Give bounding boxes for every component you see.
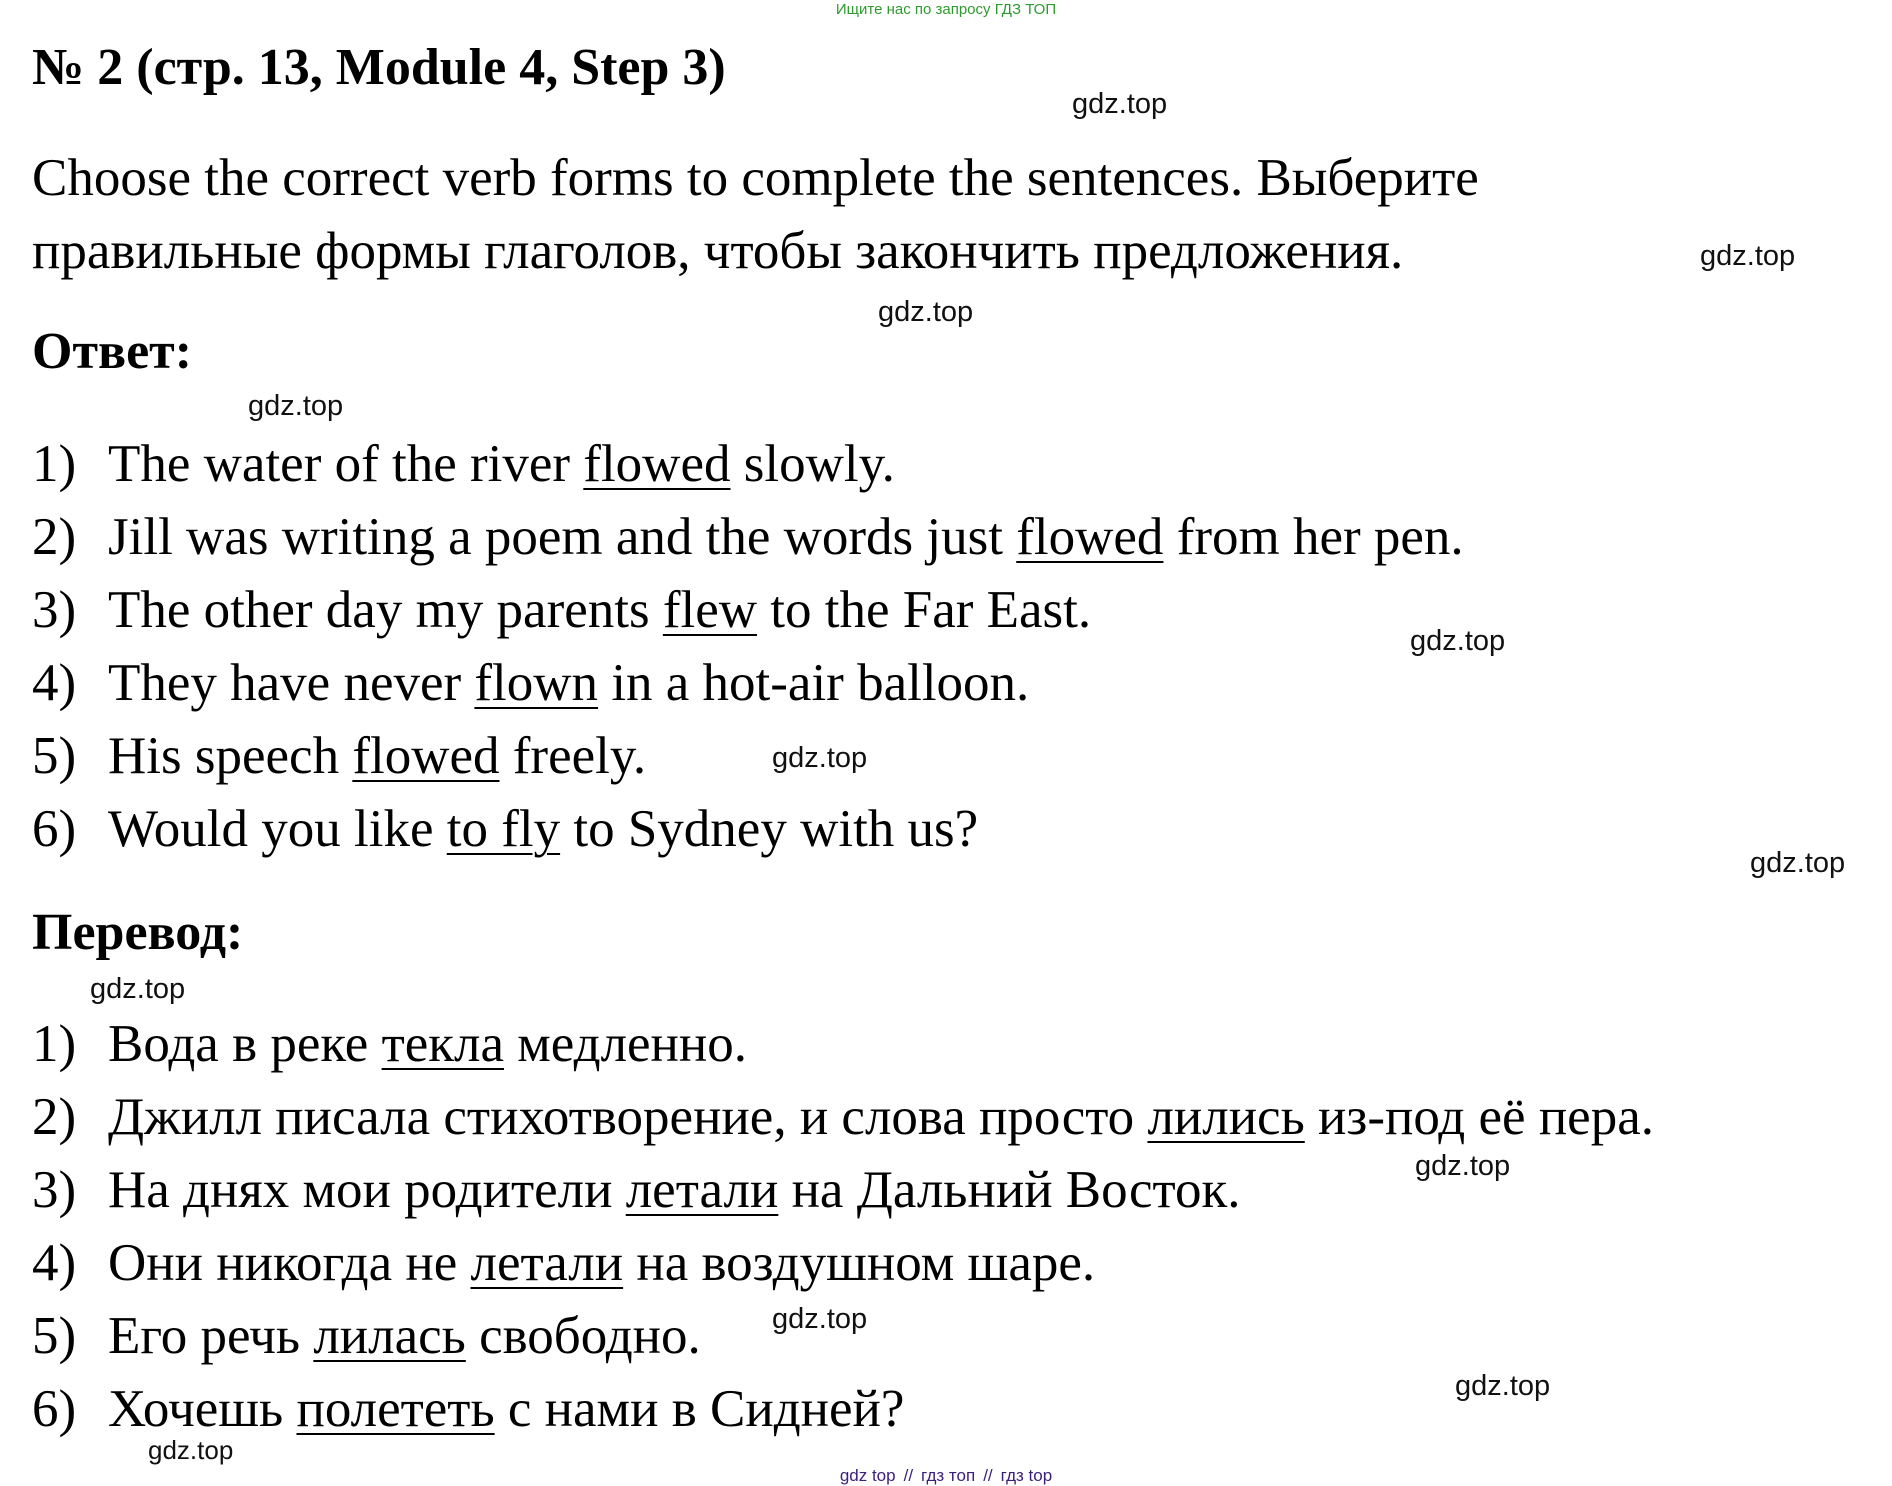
watermark: gdz.top [1700,240,1796,272]
watermark: gdz.top [772,742,868,774]
top-banner: Ищите нас по запросу ГДЗ ТОП [835,1,1057,18]
answer-verb: to fly [446,800,561,858]
answer-verb: flowed [583,435,731,493]
answer-verb: flowed [352,727,500,785]
page-title: № 2 (стр. 13, Module 4, Step 3) [32,39,726,96]
translation-verb: полететь [296,1380,495,1438]
translation-verb: летали [625,1161,779,1219]
answer-item: 1) The water of the river flowed slowly. [32,435,895,493]
watermark: gdz.top [1072,88,1168,120]
translation-verb: лились [1147,1088,1305,1146]
answer-item: 3) The other day my parents flew to the Far East. [32,581,1092,639]
translation-item: 4) Они никогда не летали на воздушном шаре. [32,1234,1096,1292]
translation-heading: Перевод: [32,904,244,961]
watermark: gdz.top [1455,1370,1551,1402]
watermark: gdz.top [772,1303,868,1335]
translation-item: 1) Вода в реке текла медленно. [32,1015,748,1073]
translation-list [32,1008,1654,1446]
watermark: gdz.top [1410,625,1506,657]
answer-item: 5) His speech flowed freely. [32,727,647,785]
watermark: gdz.top [1750,847,1846,879]
instruction-line-1: Choose the correct verb forms to complete the sentences. Выберите [32,149,1479,207]
watermark: gdz.top [248,390,344,422]
answer-list [32,428,1464,866]
answer-verb: flown [474,654,599,712]
footer-link[interactable]: gdz top [839,1466,896,1485]
footer-link[interactable]: гдз top [1000,1466,1053,1485]
watermark: gdz.top [1415,1150,1511,1182]
translation-verb: текла [381,1015,504,1073]
answer-heading: Ответ: [32,323,193,380]
translation-item: 6) Хочешь полететь с нами в Сидней? [32,1380,905,1438]
answer-item: 4) They have never flown in a hot-air balloon. [32,654,1030,712]
answer-item: 6) Would you like to fly to Sydney with us? [32,800,979,858]
footer-separator: // [983,1466,993,1485]
answer-item: 2) Jill was writing a poem and the words just flowed from her pen. [32,508,1464,566]
footer-link[interactable]: гдз топ [921,1466,976,1485]
translation-verb: лилась [313,1307,466,1365]
watermark: gdz.top [148,1435,234,1465]
instruction-line-2: правильные формы глаголов, чтобы закончить предложения. [32,222,1404,280]
answer-verb: flowed [1016,508,1164,566]
footer-separator: // [903,1466,914,1485]
watermark: gdz.top [90,973,186,1005]
footer-links [0,1466,1892,1486]
translation-item: 2) Джилл писала стихотворение, и слова просто лились из-под её пера. [32,1088,1654,1146]
answer-verb: flew [662,581,758,639]
translation-item: 3) На днях мои родители летали на Дальний Восток. [32,1161,1241,1219]
translation-verb: летали [470,1234,624,1292]
watermark: gdz.top [878,296,974,328]
translation-item: 5) Его речь лилась свободно. [32,1307,701,1365]
task-instruction [32,142,1692,288]
